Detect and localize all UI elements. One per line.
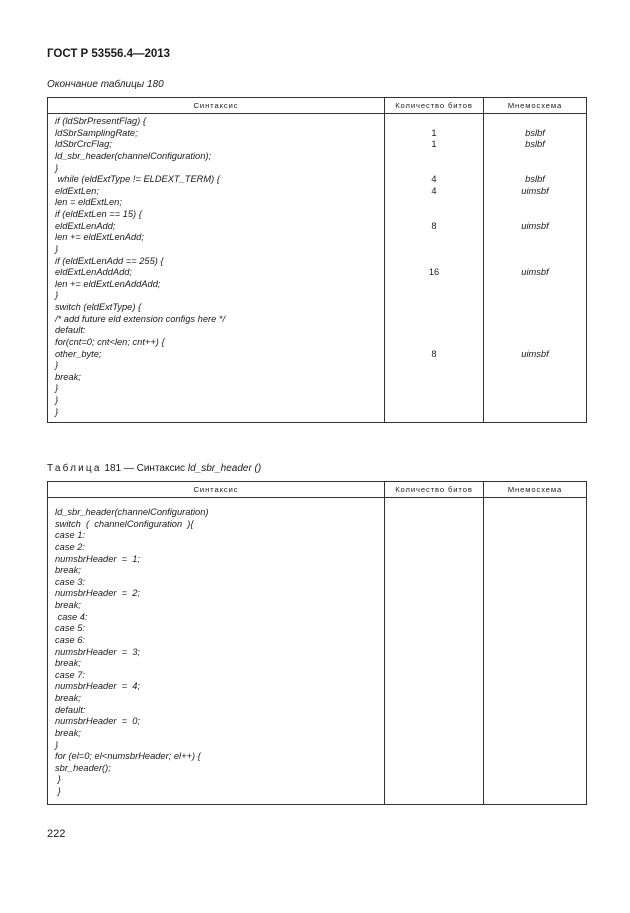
cell-line	[385, 314, 483, 326]
cell-line	[484, 612, 586, 624]
cell-line	[385, 705, 483, 717]
cell-line	[385, 740, 483, 752]
caption-prefix: Таблица	[47, 463, 102, 474]
cell-line: case 4:	[55, 611, 88, 622]
cell-line	[484, 151, 586, 163]
cell-line	[385, 565, 483, 577]
cell-line	[484, 360, 586, 372]
bits-cell	[385, 498, 484, 805]
cell-line	[484, 372, 586, 384]
cell-line: uimsbf	[521, 267, 549, 278]
cell-line: case 2:	[55, 541, 85, 552]
table-181-caption	[47, 463, 261, 474]
cell-line	[385, 256, 483, 268]
cell-line: uimsbf	[521, 220, 549, 231]
cell-line: 4	[431, 174, 437, 185]
cell-line	[484, 290, 586, 302]
cell-line	[385, 658, 483, 670]
caption-function-name: ld_sbr_header ()	[187, 463, 262, 474]
cell-line: uimsbf	[521, 348, 549, 359]
column-header-bits: Количество битов	[385, 482, 484, 498]
cell-line	[385, 554, 483, 566]
cell-line	[484, 751, 586, 763]
cell-line	[484, 763, 586, 775]
cell-line	[484, 693, 586, 705]
cell-line	[484, 542, 586, 554]
column-header-mnemonic: Мнемосхема	[484, 482, 587, 498]
cell-line	[385, 612, 483, 624]
cell-line	[385, 774, 483, 786]
cell-line	[484, 786, 586, 798]
cell-line	[385, 372, 483, 384]
cell-line	[484, 232, 586, 244]
cell-line	[385, 279, 483, 291]
cell-line	[385, 786, 483, 798]
page-number: 222	[47, 828, 66, 840]
cell-line	[484, 588, 586, 600]
cell-line: for(cnt=0; cnt<len; cnt++) {	[55, 336, 165, 347]
table-body-row	[48, 114, 587, 423]
cell-line	[385, 530, 483, 542]
cell-line	[484, 577, 586, 589]
cell-line: default:	[55, 325, 86, 336]
cell-line: /* add future eld extension configs here */	[55, 313, 226, 324]
cell-line	[385, 407, 483, 419]
cell-line: numsbrHeader = 2;	[55, 588, 141, 599]
syntax-cell	[48, 114, 385, 423]
syntax-cell	[48, 498, 385, 805]
cell-line: }	[55, 162, 59, 173]
cell-line: }	[55, 395, 59, 405]
cell-line: bslbf	[525, 174, 545, 185]
cell-line	[385, 751, 483, 763]
cell-line	[484, 740, 586, 752]
cell-line	[484, 774, 586, 786]
table-180-caption: Окончание таблицы 180	[47, 79, 164, 90]
table-header-row	[48, 482, 587, 498]
cell-line: break;	[55, 565, 81, 576]
cell-line	[484, 565, 586, 577]
cell-line	[385, 519, 483, 531]
cell-line: }	[55, 243, 59, 254]
column-header-syntax: Синтаксис	[48, 98, 385, 114]
table-181	[47, 481, 587, 805]
cell-line: numsbrHeader = 1;	[55, 553, 141, 564]
cell-line	[484, 658, 586, 670]
cell-line	[484, 600, 586, 612]
cell-line	[484, 519, 586, 531]
cell-line	[385, 232, 483, 244]
cell-line	[484, 325, 586, 337]
cell-line	[385, 337, 483, 349]
cell-line: 16	[428, 267, 440, 278]
cell-line	[484, 681, 586, 693]
cell-line: }	[55, 383, 59, 394]
cell-line	[484, 554, 586, 566]
cell-line	[484, 163, 586, 175]
cell-line	[385, 395, 483, 407]
cell-line	[484, 530, 586, 542]
cell-line: len = eldExtLen;	[55, 197, 122, 208]
cell-line	[385, 647, 483, 659]
cell-line: case 3:	[55, 576, 85, 587]
cell-line: break;	[55, 600, 81, 610]
caption-number: 181 — Синтаксис	[101, 463, 188, 474]
cell-line	[385, 635, 483, 647]
cell-line	[484, 395, 586, 407]
cell-line	[484, 197, 586, 209]
cell-line	[385, 244, 483, 256]
cell-line	[484, 244, 586, 256]
cell-line: case 5:	[55, 623, 85, 634]
cell-line	[484, 623, 586, 635]
cell-line: ld_sbr_header(channelConfiguration);	[55, 150, 212, 161]
cell-line	[385, 507, 483, 519]
cell-line	[484, 116, 586, 128]
cell-line: break;	[55, 693, 81, 703]
cell-line: eldExtLenAddAdd;	[55, 267, 133, 278]
cell-line: 1	[431, 139, 437, 150]
cell-line: uimsbf	[521, 185, 549, 196]
cell-line	[385, 681, 483, 693]
cell-line	[484, 279, 586, 291]
cell-line	[385, 728, 483, 740]
mnemonic-cell	[484, 498, 587, 805]
cell-line: }	[55, 406, 59, 417]
column-header-mnemonic: Мнемосхема	[484, 98, 587, 114]
cell-line	[385, 623, 483, 635]
cell-line	[484, 635, 586, 647]
cell-line: if (eldExtLenAdd == 255) {	[55, 255, 164, 266]
cell-line: case 6:	[55, 634, 85, 645]
column-header-syntax: Синтаксис	[48, 482, 385, 498]
cell-line	[385, 383, 483, 395]
cell-line	[385, 600, 483, 612]
cell-line	[484, 507, 586, 519]
cell-line	[385, 542, 483, 554]
cell-line: switch ( channelConfiguration ){	[55, 518, 194, 529]
cell-line	[385, 577, 483, 589]
cell-line: numsbrHeader = 3;	[55, 646, 141, 657]
cell-line	[385, 325, 483, 337]
cell-line	[484, 407, 586, 419]
cell-line	[385, 716, 483, 728]
cell-line	[385, 163, 483, 175]
mnemonic-cell	[484, 114, 587, 423]
cell-line: 4	[431, 185, 437, 196]
cell-line	[385, 360, 483, 372]
cell-line: }	[55, 360, 59, 371]
document-header: ГОСТ Р 53556.4—2013	[47, 48, 171, 60]
cell-line: eldExtLenAdd;	[55, 220, 116, 231]
cell-line: bslbf	[525, 127, 545, 138]
cell-line: bslbf	[525, 139, 545, 150]
cell-line	[385, 588, 483, 600]
cell-line	[385, 763, 483, 775]
cell-line	[385, 197, 483, 209]
cell-line: for (el=0; el<numsbrHeader; el++) {	[55, 751, 201, 762]
cell-line: while (eldExtType != ELDEXT_TERM) {	[55, 174, 220, 185]
table-body-row	[48, 498, 587, 805]
cell-line: }	[55, 290, 59, 301]
cell-line: 8	[431, 220, 437, 231]
cell-line	[484, 314, 586, 326]
cell-line	[484, 670, 586, 682]
cell-line	[484, 256, 586, 268]
cell-line: numsbrHeader = 0;	[55, 716, 141, 727]
cell-line: case 1:	[55, 530, 85, 541]
cell-line: break;	[55, 727, 81, 738]
cell-line: ldSbrSamplingRate;	[55, 127, 138, 138]
cell-line	[484, 705, 586, 717]
cell-line	[484, 647, 586, 659]
table-180	[47, 97, 587, 423]
column-header-bits: Количество битов	[385, 98, 484, 114]
cell-line	[484, 302, 586, 314]
cell-line	[385, 290, 483, 302]
cell-line	[385, 209, 483, 221]
table-header-row	[48, 98, 587, 114]
cell-line: ld_sbr_header(channelConfiguration)	[55, 507, 209, 517]
cell-line: len += eldExtLenAdd;	[55, 232, 144, 243]
cell-line: if (eldExtLen == 15) {	[55, 209, 142, 219]
cell-line: other_byte;	[55, 348, 102, 359]
cell-line	[385, 116, 483, 128]
cell-line	[484, 209, 586, 221]
cell-line: }	[55, 774, 61, 785]
cell-line: case 7:	[55, 669, 85, 680]
cell-line: ldSbrCrcFlag;	[55, 139, 112, 150]
cell-line	[484, 337, 586, 349]
cell-line: break;	[55, 658, 81, 669]
cell-line: switch (eldExtType) {	[55, 302, 142, 312]
cell-line: len += eldExtLenAddAdd;	[55, 278, 161, 289]
cell-line: numsbrHeader = 4;	[55, 681, 141, 692]
cell-line: break;	[55, 371, 81, 382]
cell-line: 8	[431, 348, 437, 359]
bits-cell	[385, 114, 484, 423]
cell-line: sbr_header();	[55, 762, 111, 773]
cell-line: }	[55, 786, 61, 796]
cell-line: eldExtLen;	[55, 185, 99, 196]
cell-line	[385, 151, 483, 163]
cell-line	[385, 302, 483, 314]
cell-line: }	[55, 739, 59, 750]
cell-line	[484, 716, 586, 728]
cell-line	[385, 670, 483, 682]
cell-line	[484, 383, 586, 395]
cell-line	[484, 728, 586, 740]
cell-line	[385, 693, 483, 705]
cell-line: 1	[431, 127, 437, 138]
cell-line: default:	[55, 704, 86, 715]
cell-line: if (ldSbrPresentFlag) {	[55, 116, 146, 126]
